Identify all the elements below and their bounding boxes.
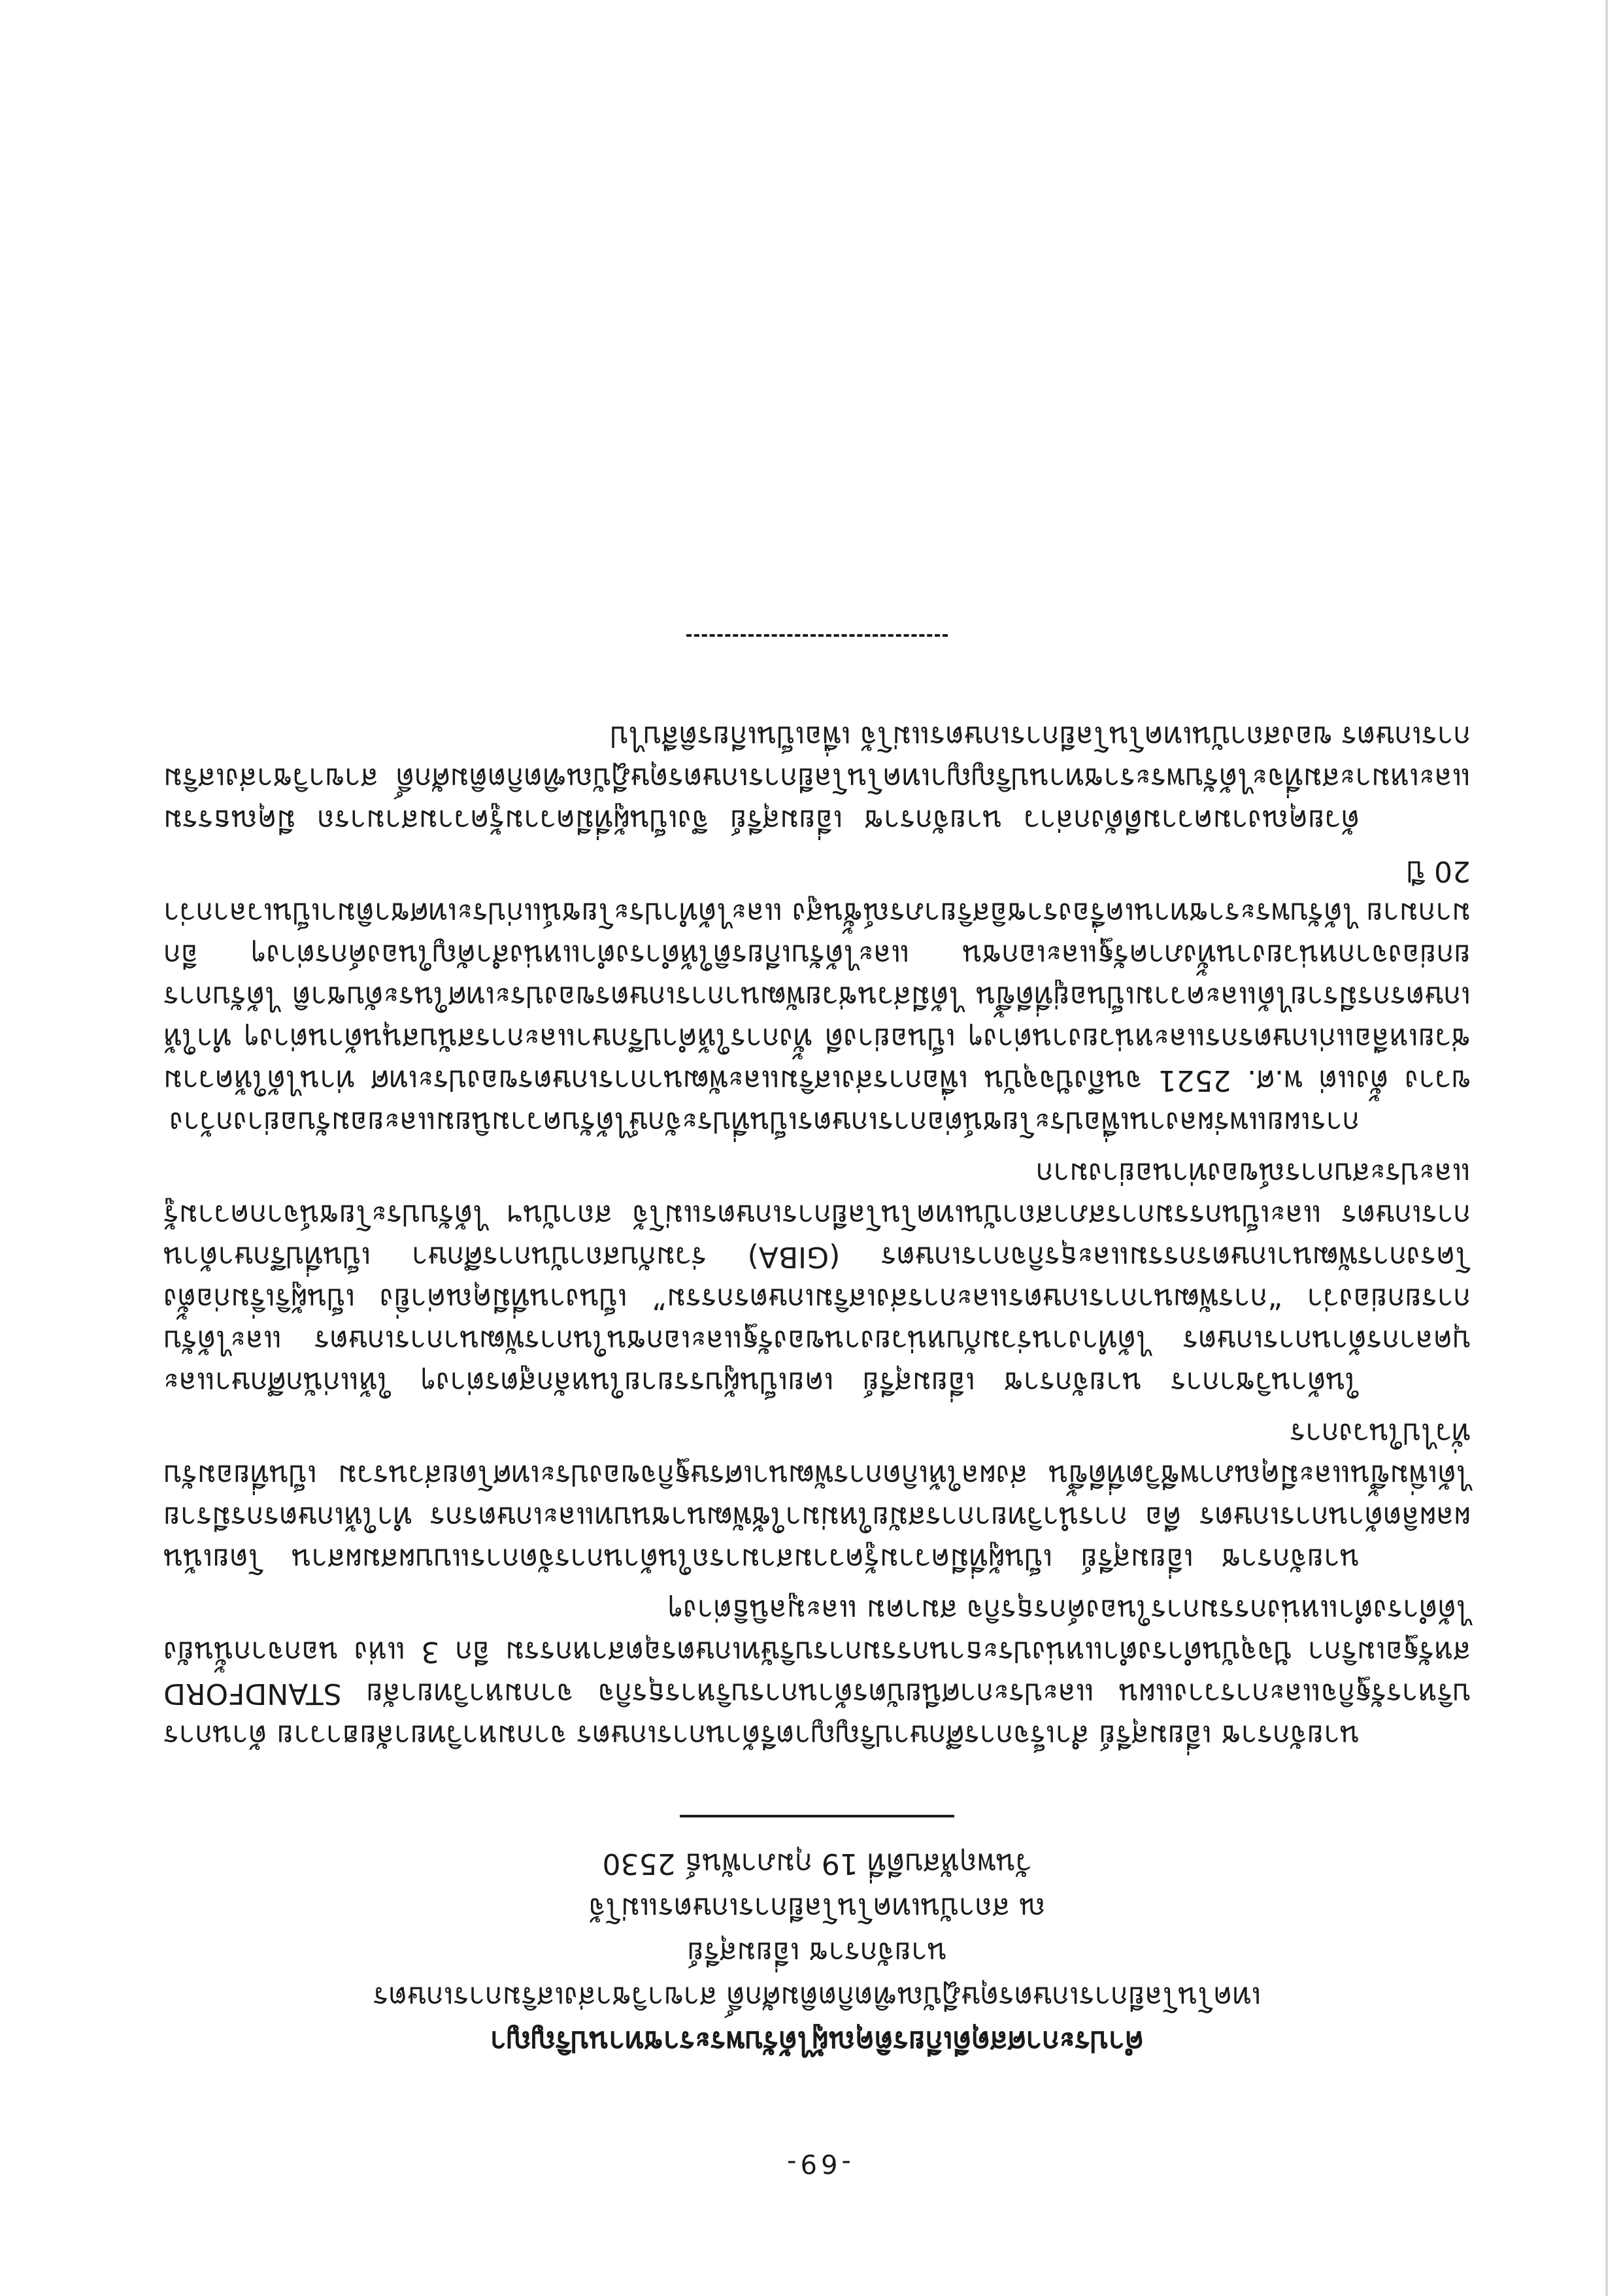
document-title: คำประกาศสดุดีเกียรติคุณผู้ได้รับพระราชทานปริญญา <box>490 2025 1145 2058</box>
paragraph: นายจักราช เอี่ยมสุรีย์ สำเร็จการศึกษาปริญญาตรีด้านการเกษตร จากมหาวิทยาลัยฮาวาย ด้านการบริหารรัฐกิจและการวางแผน และประกาศนียบัตรด้านการบริหารธุรกิจ จากมหาวิทยาลัย STANDFORD สหรัฐอเมริกา ปัจจุบันดำรงตำแหน่งประธานกรรมการบริษัทเกษตรอุตสาหกรรม อีก 3 แห่ง นอกจากนั้นยังได้ดำรงตำแหน่งกรรมการในองค์กรธุรกิจ สมาคม และมูลนิธิต่างๆ <box>163 1593 1471 1752</box>
date-line: วันพฤหัสบดีที่ 19 กุมภาพันธ์ 2530 <box>602 1847 1032 1880</box>
scan-edge <box>1605 0 1608 2296</box>
institution-line: ณ สถาบันเทคโนโลยีการเกษตรแม่โจ้ <box>588 1891 1046 1925</box>
divider <box>680 1815 954 1817</box>
page-content <box>163 634 1471 2178</box>
page-number: -69- <box>783 2148 851 2178</box>
paragraph: นายจักราช เอี่ยมสุรีย์ เป็นผู้ที่มีความรู้ความสามารถในด้านการจัดการแบบผสมผสาน โดยเน้นผลผลิตด้านการเกษตร คือ การนำวิทยาการสมัยใหม่มาใช้พัฒนาชนบทและเกษตรกร ทำให้เกษตรกรมีรายได้เพิ่มขึ้นและมีคุณภาพชีวิตที่ดีขึ้น ส่งผลให้เกิดการพัฒนาเศรษฐกิจของประเทศโดยส่วนรวม เป็นที่ยอมรับทั่วไปในวงการ <box>163 1417 1471 1576</box>
degree-line: เทคโนโลยีการเกษตรดุษฎีบัณฑิตกิตติมศักดิ์ สาขาวิชาส่งเสริมการเกษตร <box>373 1980 1262 2014</box>
paragraph: การเผยแพร่ผลงานเพื่อประโยชน์ต่อการเกษตรเป็นที่ประจักษ์ได้รับความนิยมและยอมรับอย่างกว้างขวาง ตั้งแต่ พ.ศ. 2521 จนถึงปัจจุบัน เพื่อการส่งเสริมและพัฒนาการเกษตรของประเทศ ท่านได้ให้ความช่วยเหลือแก่เกษตรกรและหน่วยงานต่างๆ เป็นอย่างดี ทั้งการให้คำปรึกษาและการสนับสนุนด้านต่างๆ ทำให้เกษตรกรมีรายได้และความเป็นอยู่ที่ดีขึ้น ได้มีส่วนช่วยพัฒนาการเกษตรของประเทศในระดับชาติ ได้รับการยกย่องจากหน่วยงานทั้งภาครัฐและเอกชน และได้รับเกียรติให้ดำรงตำแหน่งสำคัญในองค์กรต่างๆ อีกมากมาย ได้รับพระราชทานเครื่องราชอิสริยาภรณ์ชั้นสูง และได้ทำประโยชน์แก่ประเทศชาติมาเป็นเวลากว่า 20 ปี <box>163 854 1471 1139</box>
recipient-name: นายจักราช เอี่ยมสุรีย์ <box>687 1936 947 1969</box>
paragraph: ในด้านวิชาการ นายจักราช เอี่ยมสุรีย์ เคยเป็นผู้บรรยายในหลักสูตรต่างๆ ให้แก่นักศึกษาและบุคลากรด้านการเกษตร ได้ทำงานร่วมกับหน่วยงานของรัฐและเอกชนในการพัฒนาการเกษตร และได้รับการยกย่องว่า “การพัฒนาการเกษตรและการส่งเสริมเกษตรกรรม” เป็นงานที่มีคุณค่ายิ่ง เป็นผู้ริเริ่มก่อตั้งโครงการพัฒนาเกษตรกรรมและธุรกิจการเกษตร (GIBA) ร่วมกับสถาบันการศึกษา เป็นที่ปรึกษาด้านการเกษตร และเป็นกรรมการสภาสถาบันเทคโนโลยีการเกษตรแม่โจ้ สถาบันฯ ได้รับประโยชน์จากความรู้และประสบการณ์ของท่านอย่างมาก <box>163 1156 1471 1399</box>
end-divider <box>686 634 948 637</box>
paragraph: ด้วยคุณงามความดีดังกล่าว นายจักราช เอี่ยมสุรีย์ จึงเป็นผู้ที่มีความรู้ความสามารถ มีคุณธรรม และเหมาะสมที่จะได้รับพระราชทานปริญญาเทคโนโลยีการเกษตรดุษฎีบัณฑิตกิตติมศักดิ์ สาขาวิชาส่งเสริมการเกษตร ของสถาบันเทคโนโลยีการเกษตรแม่โจ้ เพื่อเป็นเกียรติสืบไป <box>163 720 1471 837</box>
